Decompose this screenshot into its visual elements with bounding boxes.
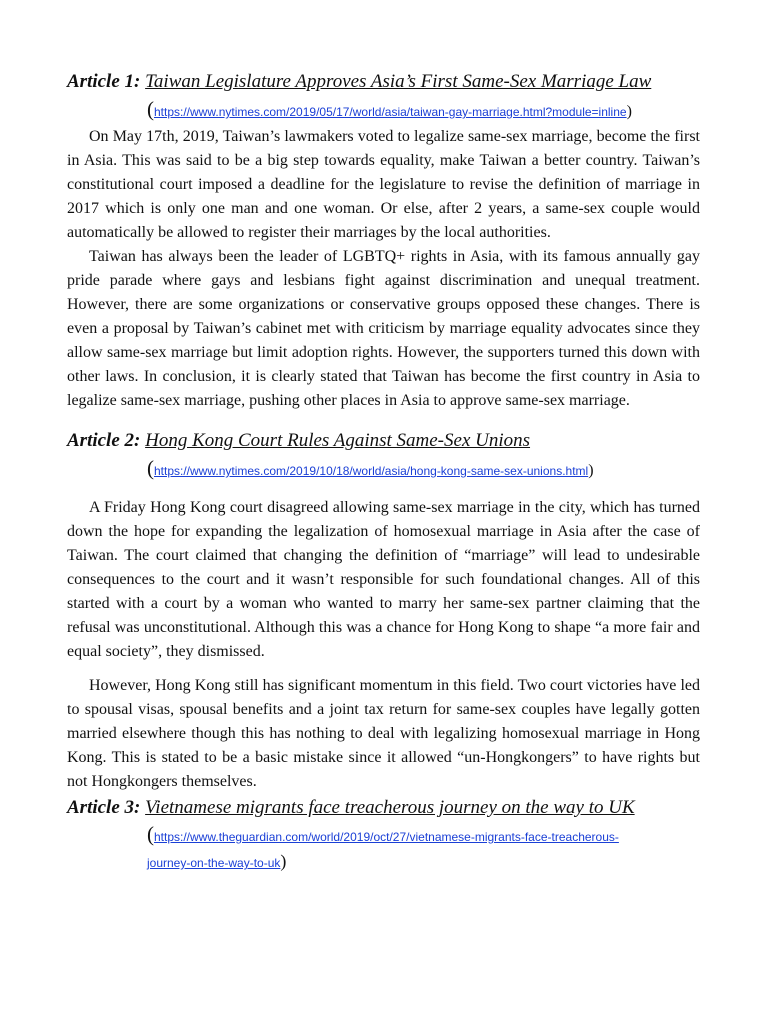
close-paren: ) — [280, 851, 287, 871]
article-1-paragraph-1: On May 17th, 2019, Taiwan’s lawmakers voted to legalize same-sex marriage, become the first in Asia. This was said to be a big step towards equality, make Taiwan a better country. Taiwan’s constitutional court imposed a deadline for the legislature to revise the definition of marriage in 2017 which is only one man and one woman. Or else, after 2 years, a same-sex couple would automatically be allowed to register their marriages by the local authorities. — [67, 128, 700, 241]
article-1-label: Article 1 — [67, 71, 135, 92]
article-1-paragraph-2: Taiwan has always been the leader of LGBTQ+ rights in Asia, with its famous annually gay pride parade where gays and lesbians fight against discrimination and unequal treatment. However, there are some organizations or conservative groups opposed these changes. There is even a proposal by Taiwan’s cabinet met with criticism by marriage equality advocates since they allow same-sex marriage but limit adoption rights. However, the supporters turned this down with other laws. In conclusion, it is clearly stated that Taiwan has become the first country in Asia to legalize same-sex marriage, pushing other places in Asia to approve same-sex marriage. — [67, 248, 700, 409]
open-paren: ( — [147, 456, 154, 480]
article-1-title: Taiwan Legislature Approves Asia’s First Same-Sex Marriage Law — [145, 71, 652, 92]
article-2-heading — [67, 427, 700, 455]
article-3-link[interactable]: https://www.theguardian.com/world/2019/oct/27/vietnamese-migrants-face-treacherous- — [154, 830, 619, 844]
heading-colon: : — [134, 430, 146, 451]
article-3-source — [147, 822, 700, 875]
article-1-link[interactable]: https://www.nytimes.com/2019/05/17/world/asia/taiwan-gay-marriage.html?module=inline — [154, 105, 627, 119]
article-2-paragraph-1: A Friday Hong Kong court disagreed allowing same-sex marriage in the city, which has turned down the hope for expanding the legalization of homosexual marriage in Asia after the case of Taiwan. The court claimed that changing the definition of “marriage” will lead to undesirable consequences to the court and it wasn’t responsible for such foundational changes. All of this started with a court by a woman who wanted to marry her same-sex partner claiming that the refusal was unconstitutional. Although this was a chance for Hong Kong to shape “a more fair and equal society”, they dismissed. — [67, 499, 700, 660]
article-2-title: Hong Kong Court Rules Against Same-Sex Unions — [145, 430, 531, 451]
close-paren: ) — [588, 462, 594, 479]
article-3-title: Vietnamese migrants face treacherous journey on the way to UK — [145, 797, 635, 818]
article-1-heading — [67, 68, 700, 96]
document-page — [67, 68, 700, 875]
heading-colon: : — [134, 71, 146, 92]
article-3-label: Article 3 — [67, 797, 135, 818]
close-paren: ) — [626, 103, 632, 120]
article-2-source — [147, 455, 700, 484]
article-2-paragraph-2: However, Hong Kong still has significant momentum in this field. Two court victories have led to spousal visas, spousal benefits and a joint tax return for same-sex couples have legally gotten married elsewhere though this has nothing to deal with legalizing homosexual marriage in Hong Kong. This is stated to be a basic mistake since it allowed “un-Hongkongers” to have rights but not Hongkongers themselves. — [67, 677, 700, 790]
article-2-label: Article 2 — [67, 430, 135, 451]
heading-colon: : — [134, 797, 146, 818]
article-2-link[interactable]: https://www.nytimes.com/2019/10/18/world/asia/hong-kong-same-sex-unions.html — [154, 464, 589, 478]
article-3-link-continued[interactable]: journey-on-the-way-to-uk — [147, 856, 281, 870]
article-3-heading — [67, 794, 700, 822]
article-1-source — [147, 96, 700, 125]
open-paren: ( — [147, 822, 154, 846]
open-paren: ( — [147, 97, 154, 121]
